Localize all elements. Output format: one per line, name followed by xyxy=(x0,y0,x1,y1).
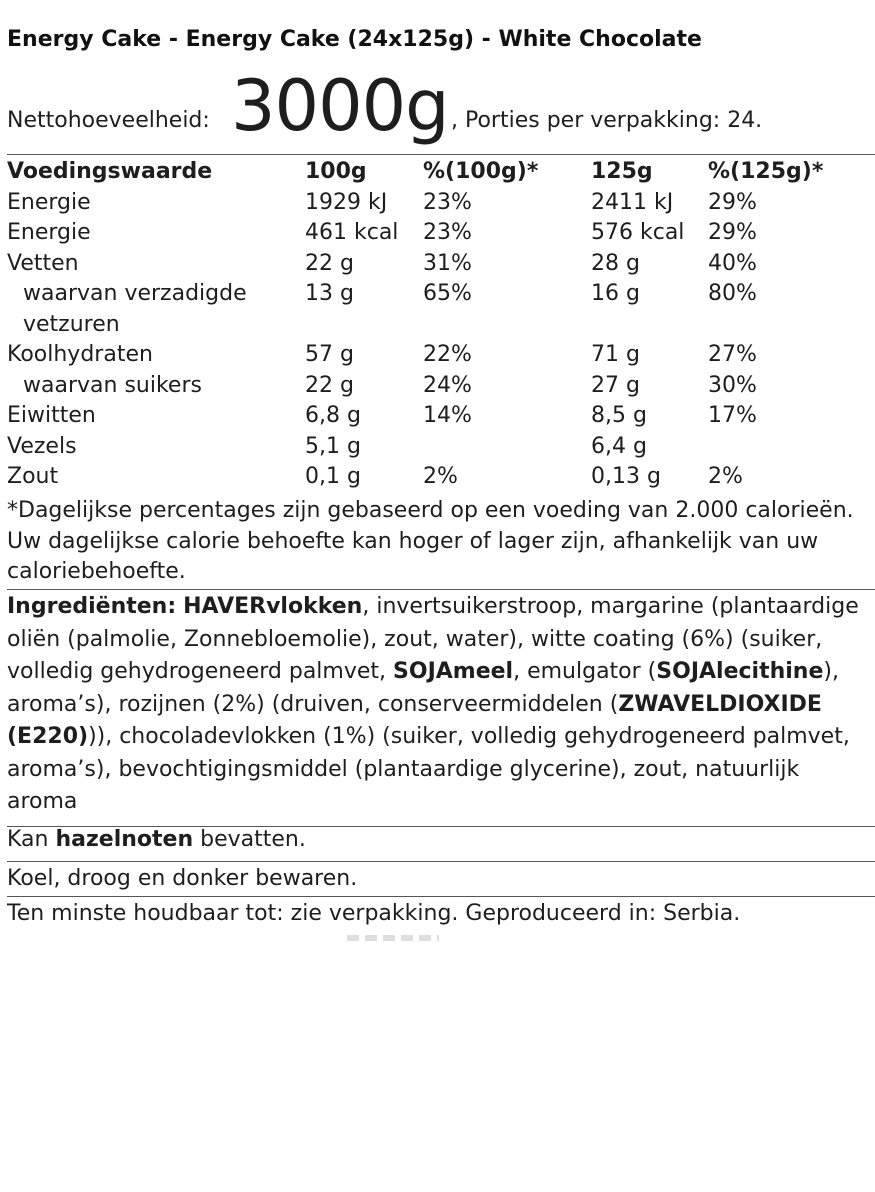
value-100g: 5,1 g xyxy=(305,433,361,459)
allergen-hazelnuts: hazelnoten xyxy=(55,827,194,852)
value-100g: 22 g xyxy=(305,250,354,276)
header-nutrient: Voedingswaarde xyxy=(7,159,213,184)
header-pct-125g: %(125g)* xyxy=(708,159,824,184)
allergen-pre: Kan xyxy=(7,827,56,852)
value-100g: 0,1 g xyxy=(305,464,361,489)
shelf-life-origin: Ten minste houdbaar tot: zie verpakking. Geproduceerd in: Serbia. xyxy=(7,901,741,926)
pct-125g: 80% xyxy=(708,281,757,306)
pct-100g: 24% xyxy=(423,372,472,398)
value-125g: 8,5 g xyxy=(591,403,647,428)
value-100g: 13 g xyxy=(305,281,354,306)
nutrient-name: waarvan verzadigde vetzuren xyxy=(23,281,247,337)
ingredients-text xyxy=(7,591,875,819)
allergen-sulphur-dioxide: ZWAVELDIOXIDE (E220) xyxy=(7,691,822,749)
pct-100g: 14% xyxy=(423,403,472,428)
pct-125g: 40% xyxy=(708,250,757,276)
divider xyxy=(7,154,875,155)
value-100g: 461 kcal xyxy=(305,220,399,245)
value-125g: 27 g xyxy=(591,372,640,398)
allergen-notice xyxy=(7,827,306,852)
allergen-soy-flour: SOJAmeel xyxy=(393,659,514,684)
value-100g: 6,8 g xyxy=(305,403,361,428)
net-quantity-amount: 3000g xyxy=(231,65,449,147)
nutrient-name: Vetten xyxy=(7,250,79,276)
value-125g: 6,4 g xyxy=(591,433,647,459)
product-title: Energy Cake - Energy Cake (24x125g) - White Chocolate xyxy=(7,27,702,52)
divider xyxy=(7,589,875,590)
allergen-soy-lecithin: SOJAlecithine xyxy=(656,659,824,684)
value-125g: 0,13 g xyxy=(591,464,661,489)
value-100g: 22 g xyxy=(305,372,354,398)
value-125g: 16 g xyxy=(591,281,640,306)
pct-100g: 31% xyxy=(423,250,472,276)
allergen-post: bevatten. xyxy=(200,827,306,852)
pct-100g: 23% xyxy=(423,189,472,215)
nutrient-name: Koolhydraten xyxy=(7,342,153,367)
portions-per-pack: , Porties per verpakking: 24. xyxy=(451,108,763,133)
value-100g: 1929 kJ xyxy=(305,189,388,215)
pct-100g: 2% xyxy=(423,464,458,489)
pct-100g: 65% xyxy=(423,281,472,306)
pct-125g: 29% xyxy=(708,220,757,245)
divider xyxy=(7,896,875,897)
nutrient-name: Eiwitten xyxy=(7,403,96,428)
ingredients-part: , invertsuikerstroop, margarine (plantaardige oliën (palmolie, Zonnebloemolie), zout, water), witte coating (6%) (suiker, volledig gehydrogeneerd palmvet, xyxy=(7,594,859,684)
pct-100g: 23% xyxy=(423,220,472,245)
nutrient-name: Zout xyxy=(7,464,59,489)
ingredients-label: Ingrediënten: xyxy=(7,594,177,619)
daily-value-footnote: *Dagelijkse percentages zijn gebaseerd op een voeding van 2.000 calorieën. Uw dagelijkse calorie behoefte kan hoger of lager zijn, afhankelijk van uw caloriebehoefte. xyxy=(7,498,854,584)
storage-instructions: Koel, droog en donker bewaren. xyxy=(7,866,358,891)
pct-125g: 30% xyxy=(708,372,757,398)
nutrient-name: Vezels xyxy=(7,433,77,459)
nutrient-name: Energie xyxy=(7,189,91,215)
ingredients-part: , emulgator ( xyxy=(513,659,657,684)
nutrient-name: waarvan suikers xyxy=(23,372,202,398)
header-100g: 100g xyxy=(305,159,367,184)
value-125g: 2411 kJ xyxy=(591,189,674,215)
nutrient-name: Energie xyxy=(7,220,91,245)
value-125g: 28 g xyxy=(591,250,640,276)
net-quantity-label: Nettohoeveelheid: xyxy=(7,108,210,133)
pct-125g: 29% xyxy=(708,189,757,215)
pct-100g: 22% xyxy=(423,342,472,367)
pct-125g: 17% xyxy=(708,403,757,428)
ingredients-part: ), aroma’s), rozijnen (2%) (druiven, conserveermiddelen ( xyxy=(7,659,839,717)
divider xyxy=(7,861,875,862)
value-100g: 57 g xyxy=(305,342,354,367)
header-pct-100g: %(100g)* xyxy=(423,159,539,184)
ingredients-part: )), chocoladevlokken (1%) (suiker, volledig gehydrogeneerd palmvet, aroma’s), bevochtigingsmiddel (plantaardige glycerine), zout, natuurlijk aroma xyxy=(7,724,850,814)
pct-125g: 2% xyxy=(708,464,743,489)
header-125g: 125g xyxy=(591,159,653,184)
value-125g: 576 kcal xyxy=(591,220,685,245)
faded-mark xyxy=(347,935,439,941)
value-125g: 71 g xyxy=(591,342,640,367)
allergen-oats: HAVERvlokken xyxy=(183,594,363,619)
pct-125g: 27% xyxy=(708,342,757,367)
